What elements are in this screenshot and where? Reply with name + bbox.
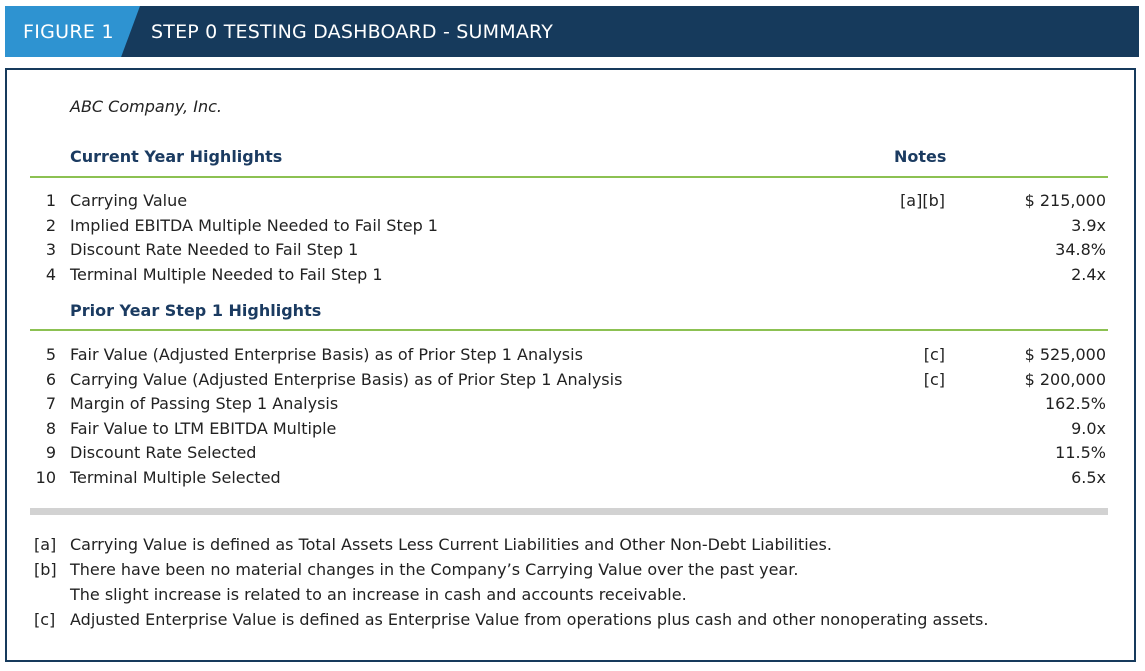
table-row (0, 240, 1110, 264)
row-number: 1 (45, 191, 56, 210)
row-label: Margin of Passing Step 1 Analysis (70, 394, 339, 414)
footnote-tag: [a] (34, 535, 57, 554)
row-value: 34.8% (1055, 240, 1106, 259)
row-label: Fair Value to LTM EBITDA Multiple (70, 418, 337, 438)
row-value: 3.9x (1071, 215, 1106, 235)
footnote-text: Carrying Value is defined as Total Assets Less Current Liabilities and Other Non-Debt Liabilities. (70, 535, 832, 554)
row-note: [c] (923, 345, 945, 364)
footnote (0, 560, 1110, 584)
figure-label: FIGURE 1 (23, 21, 114, 43)
row-value: 2.4x (1071, 264, 1106, 284)
row-number: 5 (45, 345, 56, 364)
row-label: Discount Rate Needed to Fail Step 1 (70, 240, 359, 259)
footnote (0, 585, 1110, 609)
row-value: $ 525,000 (1024, 345, 1106, 364)
row-number: 7 (45, 394, 56, 414)
footnote-text: Adjusted Enterprise Value is defined as Enterprise Value from operations plus cash and other nonoperating assets. (70, 610, 989, 629)
table-row (0, 345, 1110, 369)
footnote (0, 610, 1110, 634)
row-number: 4 (45, 264, 56, 284)
section-divider-prior (30, 329, 1108, 331)
table-row (0, 394, 1110, 418)
table-row (0, 443, 1110, 467)
row-note: [c] (923, 369, 945, 389)
row-value: $ 215,000 (1024, 191, 1106, 210)
row-value: 6.5x (1071, 468, 1106, 487)
table-row (0, 468, 1110, 492)
row-value: 11.5% (1055, 443, 1106, 463)
table-row (0, 370, 1110, 394)
company-name: ABC Company, Inc. (70, 97, 222, 116)
row-label: Carrying Value (Adjusted Enterprise Basis) as of Prior Step 1 Analysis (70, 369, 623, 389)
footnote-tag: [b] (34, 560, 57, 579)
row-number: 8 (45, 418, 56, 438)
row-label: Terminal Multiple Needed to Fail Step 1 (70, 264, 383, 284)
row-note: [a][b] (900, 191, 945, 210)
table-row (0, 419, 1110, 443)
section-title-prior: Prior Year Step 1 Highlights (70, 301, 322, 320)
row-value: $ 200,000 (1024, 369, 1106, 389)
row-number: 3 (45, 240, 56, 259)
row-number: 2 (45, 215, 56, 235)
footnote-text: There have been no material changes in the Company’s Carrying Value over the past year. (70, 560, 799, 579)
table-row (0, 191, 1110, 215)
row-label: Terminal Multiple Selected (70, 468, 281, 487)
row-label: Discount Rate Selected (70, 443, 257, 463)
figure-header (5, 6, 1139, 57)
row-label: Fair Value (Adjusted Enterprise Basis) as of Prior Step 1 Analysis (70, 345, 583, 364)
figure-title: STEP 0 TESTING DASHBOARD - SUMMARY (151, 21, 554, 43)
notes-column-header: Notes (894, 147, 947, 166)
row-value: 162.5% (1044, 394, 1106, 414)
footnote-text: The slight increase is related to an increase in cash and accounts receivable. (70, 585, 687, 604)
row-number: 6 (45, 369, 56, 389)
row-number: 9 (45, 443, 56, 463)
row-value: 9.0x (1071, 418, 1106, 438)
table-row (0, 216, 1110, 240)
footnote (0, 535, 1110, 559)
row-label: Implied EBITDA Multiple Needed to Fail Step 1 (70, 215, 438, 235)
row-number: 10 (35, 468, 56, 487)
row-label: Carrying Value (70, 191, 188, 210)
section-title-current: Current Year Highlights (70, 147, 283, 166)
table-row (0, 265, 1110, 289)
section-divider-current (30, 176, 1108, 178)
footer-divider-bar (30, 508, 1108, 515)
footnote-tag: [c] (34, 610, 56, 629)
